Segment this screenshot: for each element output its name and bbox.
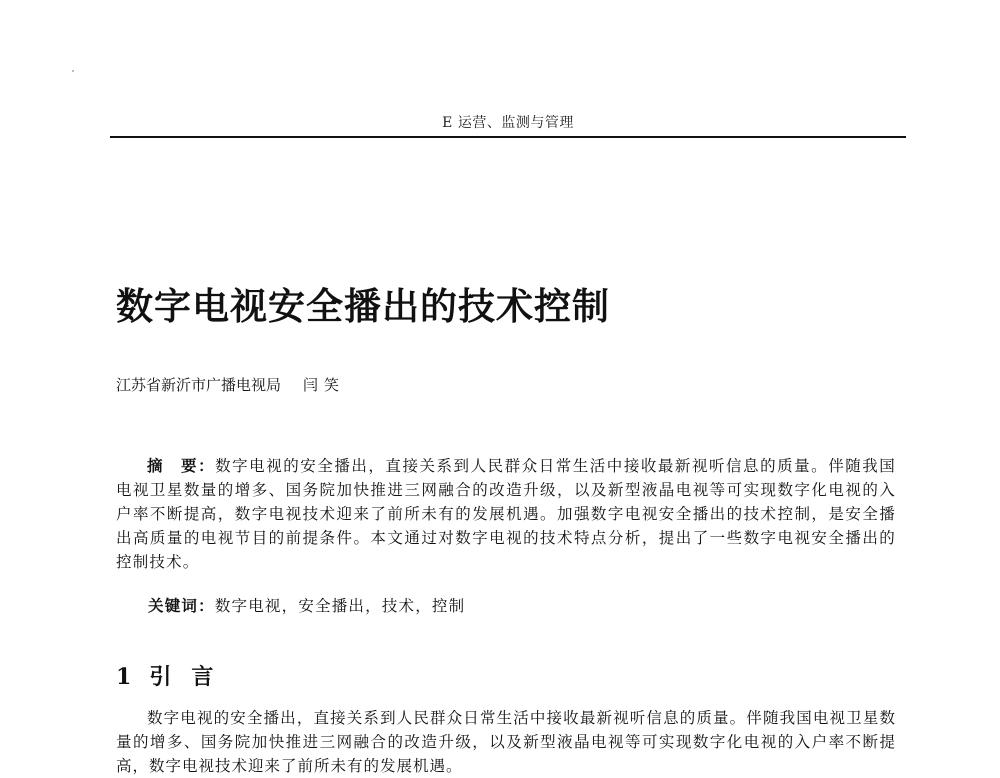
abstract [116,454,896,574]
author-line [116,374,345,395]
keywords-label: 关键词： [148,596,215,615]
section-number: 1 [116,664,132,690]
keywords [148,594,465,616]
abstract-text: 数字电视的安全播出，直接关系到人民群众日常生活中接收最新视听信息的质量。伴随我国电视卫星数量的增多、国务院加快推进三网融合的改造升级，以及新型液晶电视等可实现数字化电视的入户率不断提高，数字电视技术迎来了前所未有的发展机遇。加强数字电视安全播出的技术控制，是安全播出高质量的电视节目的前提条件。本文通过对数字电视的技术特点分析，提出了一些数字电视安全播出的控制技术。 [116,457,896,571]
scan-artifact-dot [72,70,74,72]
section-heading [116,660,233,691]
abstract-label: 摘 要： [147,456,216,475]
body-paragraph: 数字电视的安全播出，直接关系到人民群众日常生活中接收最新视听信息的质量。伴随我国电视卫星数量的增多、国务院加快推进三网融合的改造升级，以及新型液晶电视等可实现数字化电视的入户率不断提高，数字电视技术迎来了前所未有的发展机遇。 [116,709,896,775]
keywords-text: 数字电视，安全播出，技术，控制 [214,597,466,615]
article-title: 数字电视安全播出的技术控制 [116,284,610,328]
header-rule [110,136,906,138]
affiliation: 江苏省新沂市广播电视局 [116,376,282,394]
running-header: E 运营、监测与管理 [442,115,574,131]
author-name: 闫笑 [303,376,346,394]
section-title: 引言 [149,664,234,690]
